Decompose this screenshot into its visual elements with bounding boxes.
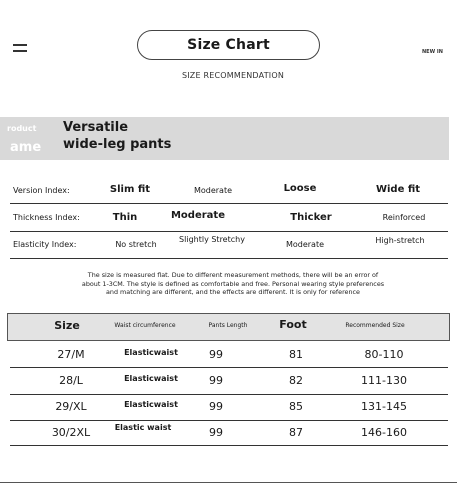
divider [10,258,448,259]
product-name-label: roduct [7,124,37,133]
recommended-cell: 146-160 [361,426,407,439]
column-header: Pants Length [208,322,248,329]
recommended-cell: 131-145 [361,400,407,413]
index-value: Loose [283,183,317,194]
size-cell: 30/2XL [51,426,91,439]
index-value: Moderate [193,186,233,195]
size-cell: 29/XL [55,400,87,413]
product-name-label: ame [10,140,42,155]
page-title: Size Chart [137,30,320,60]
divider [10,231,448,232]
size-cell: 28/L [59,374,83,387]
index-label: Version Index: [13,186,70,195]
bottom-divider [0,482,457,483]
length-cell: 99 [209,400,223,413]
column-header: Waist circumference [114,322,176,329]
foot-cell: 85 [289,400,303,413]
foot-cell: 81 [289,348,303,361]
waist-cell: Elastic waist [114,423,172,432]
waist-cell: Elasticwaist [124,348,178,357]
row-divider [10,394,448,395]
recommended-cell: 111-130 [361,374,407,387]
index-value: Slim fit [109,184,151,195]
foot-cell: 87 [289,426,303,439]
index-value: No stretch [115,240,157,249]
row-divider [10,367,448,368]
index-value: Thin [112,212,138,223]
index-value: Moderate [170,210,225,221]
index-value: Thicker [290,212,332,223]
column-header: Size [54,319,80,332]
size-cell: 27/M [57,348,85,361]
product-name-value: wide-leg pants [63,137,172,152]
index-value: Moderate [285,240,325,249]
index-label: Thickness Index: [13,213,80,222]
length-cell: 99 [209,348,223,361]
product-name-value: Versatile [63,120,129,135]
column-header: Foot [279,318,307,331]
new-in-label: NEW IN [422,49,443,55]
column-header: Recommended Size [345,322,405,329]
index-value: Reinforced [382,213,426,222]
menu-icon[interactable] [13,44,27,54]
length-cell: 99 [209,426,223,439]
waist-cell: Elasticwaist [124,400,178,409]
index-value: High-stretch [375,236,425,245]
row-divider [10,445,448,446]
measurement-note: The size is measured flat. Due to different measurement methods, there will be an error of about 1-3CM. The style is defined as comfortable and free. Personal wearing style preferences and matching are different, and the effects are different. It is only for reference [81,271,385,297]
recommended-cell: 80-110 [364,348,404,361]
index-value: Wide fit [375,184,421,195]
length-cell: 99 [209,374,223,387]
index-value: Slightly Stretchy [179,235,245,244]
waist-cell: Elasticwaist [124,374,178,383]
row-divider [10,420,448,421]
page-subtitle: SIZE RECOMMENDATION [181,71,285,80]
foot-cell: 82 [289,374,303,387]
index-label: Elasticity Index: [13,240,77,249]
divider [10,203,448,204]
